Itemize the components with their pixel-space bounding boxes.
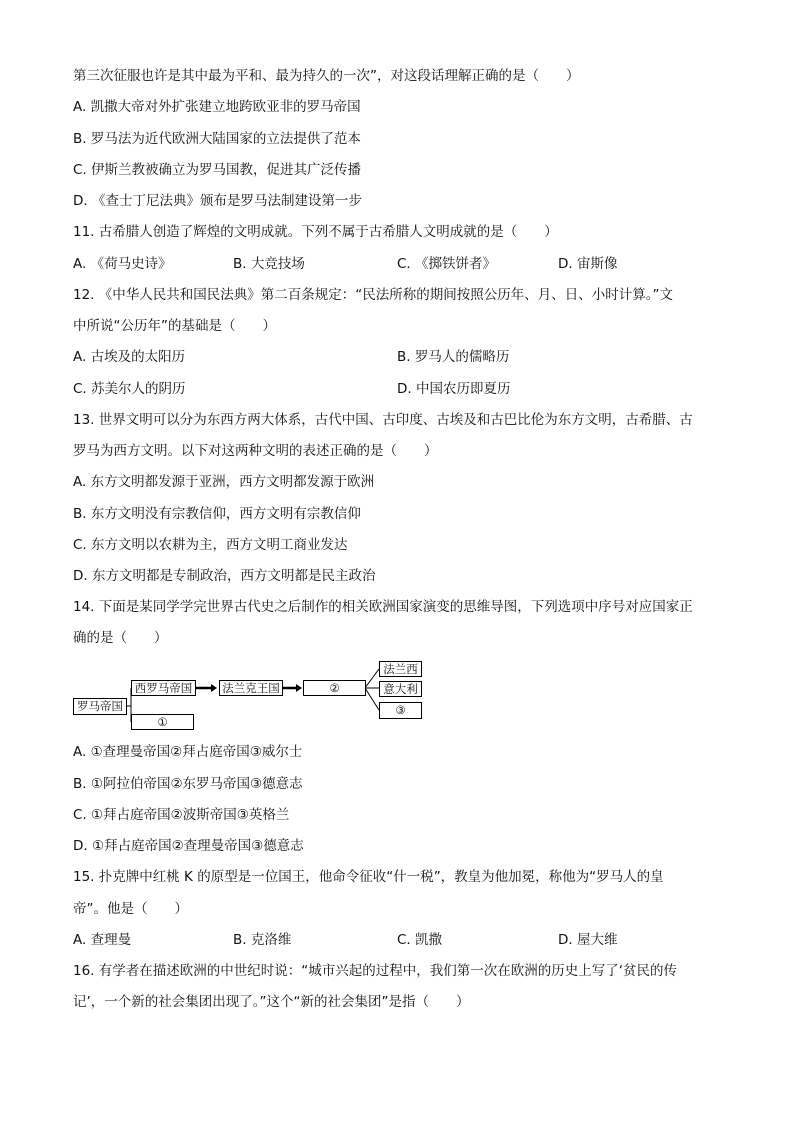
q10-option-d[interactable]: D. 《查士丁尼法典》颁布是罗马法制建设第一步 — [73, 193, 362, 209]
west-roman-empire-box: 西罗马帝国 — [131, 680, 196, 696]
q10-option-a[interactable]: A. 凯撒大帝对外扩张建立地跨欧亚非的罗马帝国 — [73, 99, 361, 115]
q15-option-b[interactable]: B. 克洛维 — [233, 932, 292, 948]
q12-option-d[interactable]: D. 中国农历即夏历 — [397, 381, 511, 397]
q10-option-b[interactable]: B. 罗马法为近代欧洲大陆国家的立法提供了范本 — [73, 131, 361, 147]
q13-option-d[interactable]: D. 东方文明都是专制政治，西方文明都是民主政治 — [73, 568, 376, 584]
blank-2-box: ② — [303, 680, 366, 696]
q13-option-c[interactable]: C. 东方文明以农耕为主，西方文明工商业发达 — [73, 537, 348, 553]
q12-stem-line2: 中所说“公历年”的基础是（ ） — [73, 318, 276, 334]
frankish-kingdom-box: 法兰克王国 — [219, 680, 283, 696]
q15-option-c[interactable]: C. 凯撒 — [397, 932, 443, 948]
blank-3-box: ③ — [379, 702, 422, 719]
q13-stem-line2: 罗马为西方文明。以下对这两种文明的表述正确的是（ ） — [73, 443, 438, 459]
q12-stem-line1: 12. 《中华人民共和国民法典》第二百条规定：“民法所称的期间按照公历年、月、日、小时计算。”文 — [73, 287, 673, 303]
q15-stem-line1: 15. 扑克牌中红桃 K 的原型是一位国王，他命令征收“什一税”，教皇为他加冕，称他为“罗马人的皇 — [73, 869, 664, 885]
q11-option-c[interactable]: C. 《掷铁饼者》 — [397, 256, 497, 272]
q13-option-a[interactable]: A. 东方文明都发源于亚洲，西方文明都发源于欧洲 — [73, 474, 375, 490]
q15-option-a[interactable]: A. 查理曼 — [73, 932, 132, 948]
q14-option-b[interactable]: B. ①阿拉伯帝国②东罗马帝国③德意志 — [73, 776, 303, 792]
q12-option-c[interactable]: C. 苏美尔人的阴历 — [73, 381, 186, 397]
q11-option-d[interactable]: D. 宙斯像 — [558, 256, 618, 272]
q13-option-b[interactable]: B. 东方文明没有宗教信仰，西方文明有宗教信仰 — [73, 506, 361, 522]
q10-option-c[interactable]: C. 伊斯兰教被确立为罗马国教，促进其广泛传播 — [73, 162, 362, 178]
q14-option-a[interactable]: A. ①查理曼帝国②拜占庭帝国③威尔士 — [73, 744, 303, 760]
q14-stem-line2: 确的是（ ） — [73, 630, 168, 646]
root-roman-empire-box: 罗马帝国 — [73, 698, 127, 715]
q15-option-d[interactable]: D. 屋大维 — [558, 932, 618, 948]
q13-stem-line1: 13. 世界文明可以分为东西方两大体系，古代中国、古印度、古埃及和古巴比伦为东方文明，古希腊、古 — [73, 412, 693, 428]
q15-stem-line2: 帝”。他是（ ） — [73, 901, 188, 917]
q12-option-a[interactable]: A. 古埃及的太阳历 — [73, 349, 186, 365]
q14-stem-line1: 14. 下面是某同学学完世界古代史之后制作的相关欧洲国家演变的思维导图，下列选项中序号对应国家正 — [73, 599, 693, 615]
q10-stem-tail: 第三次征服也许是其中最为平和、最为持久的一次”，对这段话理解正确的是（ ） — [73, 68, 580, 84]
q14-option-d[interactable]: D. ①拜占庭帝国②查理曼帝国③德意志 — [73, 838, 304, 854]
q11-stem: 11. 古希腊人创造了辉煌的文明成就。下列不属于古希腊人文明成就的是（ ） — [73, 224, 558, 240]
blank-1-box: ① — [131, 714, 194, 730]
q16-stem-line2: 记’，一个新的社会集团出现了。”这个“新的社会集团”是指（ ） — [73, 994, 470, 1010]
italy-box: 意大利 — [379, 681, 422, 697]
q11-option-b[interactable]: B. 大竞技场 — [233, 256, 305, 272]
france-box: 法兰西 — [379, 661, 422, 677]
q11-option-a[interactable]: A. 《荷马史诗》 — [73, 256, 172, 272]
mind-map-diagram — [73, 660, 433, 732]
q14-option-c[interactable]: C. ①拜占庭帝国②波斯帝国③英格兰 — [73, 807, 290, 823]
q12-option-b[interactable]: B. 罗马人的儒略历 — [397, 349, 510, 365]
q16-stem-line1: 16. 有学者在描述欧洲的中世纪时说：“城市兴起的过程中，我们第一次在欧洲的历史上写了‘贫民的传 — [73, 963, 678, 979]
